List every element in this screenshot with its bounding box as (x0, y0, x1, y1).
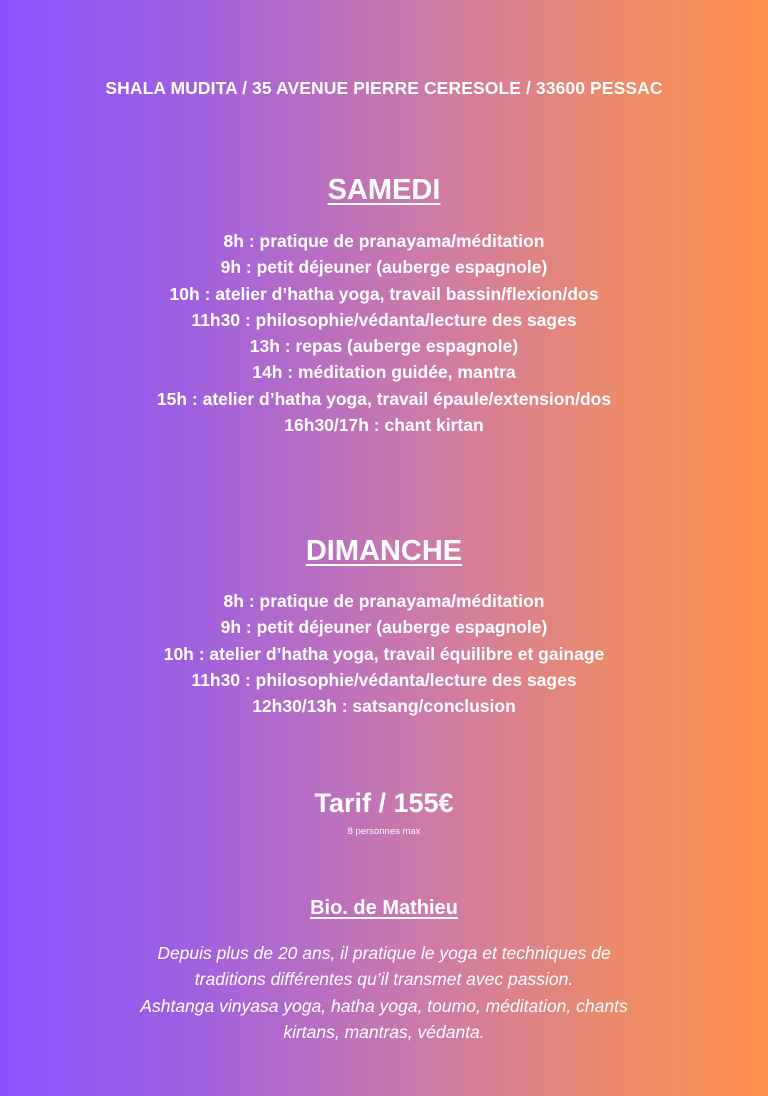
schedule-item: 16h30/17h : chant kirtan (284, 415, 484, 436)
schedule-item: 11h30 : philosophie/védanta/lecture des sages (191, 669, 577, 690)
tarif-capacity-note: 8 personnes max (347, 826, 421, 837)
dimanche-schedule (0, 588, 768, 719)
schedule-item: 9h : petit déjeuner (auberge espagnole) (220, 257, 548, 278)
dimanche-title: DIMANCHE (305, 535, 463, 567)
schedule-item: 8h : pratique de pranayama/méditation (223, 231, 545, 251)
bio-text (104, 940, 664, 1045)
schedule-item: 10h : atelier d’hatha yoga, travail bassin/flexion/dos (169, 283, 599, 304)
schedule-item: 8h : pratique de pranayama/méditation (223, 591, 545, 611)
bio-line: Depuis plus de 20 ans, il pratique le yoga et techniques de (157, 943, 611, 963)
bio-line: traditions différentes qu’il transmet avec passion. (194, 969, 574, 990)
tarif-price: Tarif / 155€ (314, 788, 454, 818)
schedule-item: 11h30 : philosophie/védanta/lecture des sages (191, 309, 577, 330)
schedule-item: 14h : méditation guidée, mantra (252, 362, 516, 383)
schedule-item: 15h : atelier d’hatha yoga, travail épaule/extension/dos (156, 388, 612, 409)
samedi-title: SAMEDI (327, 174, 441, 206)
schedule-item: 13h : repas (auberge espagnole) (249, 336, 519, 357)
bio-line: Ashtanga vinyasa yoga, hatha yoga, toumo, méditation, chants (140, 995, 628, 1016)
schedule-item: 10h : atelier d’hatha yoga, travail équilibre et gainage (163, 643, 605, 664)
bio-line: kirtans, mantras, védanta. (283, 1021, 485, 1042)
bio-title: Bio. de Mathieu (310, 897, 458, 919)
samedi-schedule (0, 228, 768, 438)
address-header: SHALA MUDITA / 35 AVENUE PIERRE CERESOLE / 33600 PESSAC (105, 78, 663, 98)
schedule-item: 9h : petit déjeuner (auberge espagnole) (220, 617, 548, 638)
schedule-item: 12h30/13h : satsang/conclusion (252, 696, 516, 717)
